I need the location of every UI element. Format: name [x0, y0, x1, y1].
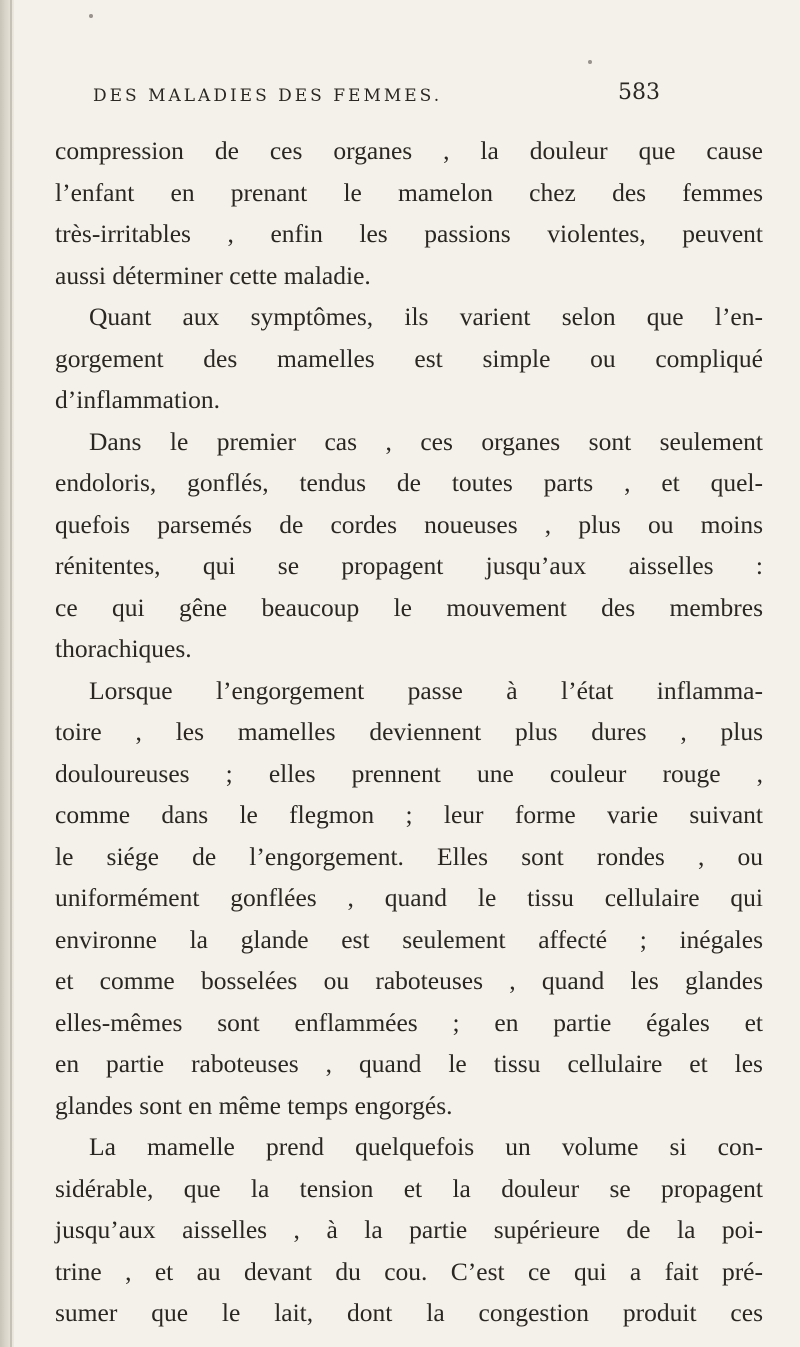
text-line: elles-mêmes sont enflammées ; en partie égales et — [55, 1007, 763, 1037]
text-line: sidérable, que la tension et la douleur se propagent — [55, 1173, 763, 1203]
text-line: le siége de l’engorgement. Elles sont rondes , ou — [55, 841, 763, 871]
binding-shadow-line — [10, 0, 12, 1347]
text-line: d’inflammation. — [55, 385, 221, 414]
ink-speck — [588, 60, 592, 64]
text-line: glandes sont en même temps engorgés. — [55, 1090, 453, 1120]
text-line: ce qui gêne beaucoup le mouvement des membres — [55, 592, 763, 622]
text-line: trine , et au devant du cou. C’est ce qui a fait pré- — [55, 1256, 763, 1286]
text-line: jusqu’aux aisselles , à la partie supérieure de la poi- — [55, 1215, 763, 1244]
text-line: endoloris, gonflés, tendus de toutes parts , et quel- — [55, 468, 763, 497]
text-line: et comme bosselées ou raboteuses , quand les glandes — [55, 966, 763, 995]
body-text — [55, 130, 763, 1334]
text-line: douloureuses ; elles prennent une couleur rouge , — [55, 758, 763, 788]
text-line: rénitentes, qui se propagent jusqu’aux aisselles : — [55, 551, 763, 580]
text-line: aussi déterminer cette maladie. — [55, 260, 371, 290]
text-line: thorachiques. — [55, 634, 192, 663]
text-line: en partie raboteuses , quand le tissu cellulaire et les — [55, 1049, 763, 1078]
text-line: compression de ces organes , la douleur que cause — [55, 136, 763, 165]
ink-speck — [89, 14, 93, 18]
text-line: très-irritables , enfin les passions violentes, peuvent — [55, 219, 763, 248]
text-line: quefois parsemés de cordes noueuses , plus ou moins — [55, 509, 763, 539]
text-line: l’enfant en prenant le mamelon chez des femmes — [55, 177, 763, 207]
text-line: comme dans le flegmon ; leur forme varie suivant — [55, 800, 763, 829]
text-line: uniformément gonflées , quand le tissu cellulaire qui — [55, 883, 763, 912]
text-line: La mamelle prend quelquefois un volume si con- — [89, 1132, 763, 1161]
text-line: gorgement des mamelles est simple ou compliqué — [55, 343, 763, 373]
running-title: DES MALADIES DES FEMMES. — [93, 86, 443, 106]
text-line: sumer que le lait, dont la congestion produit ces — [55, 1298, 763, 1327]
page-number: 583 — [618, 80, 660, 105]
text-line: Quant aux symptômes, ils varient selon que l’en- — [89, 302, 763, 331]
text-line: Dans le premier cas , ces organes sont seulement — [89, 426, 763, 456]
text-line: environne la glande est seulement affecté ; inégales — [55, 924, 763, 954]
text-line: Lorsque l’engorgement passe à l’état inflamma- — [89, 675, 763, 705]
text-line: toire , les mamelles deviennent plus dures , plus — [55, 717, 763, 746]
page-header — [55, 80, 755, 120]
